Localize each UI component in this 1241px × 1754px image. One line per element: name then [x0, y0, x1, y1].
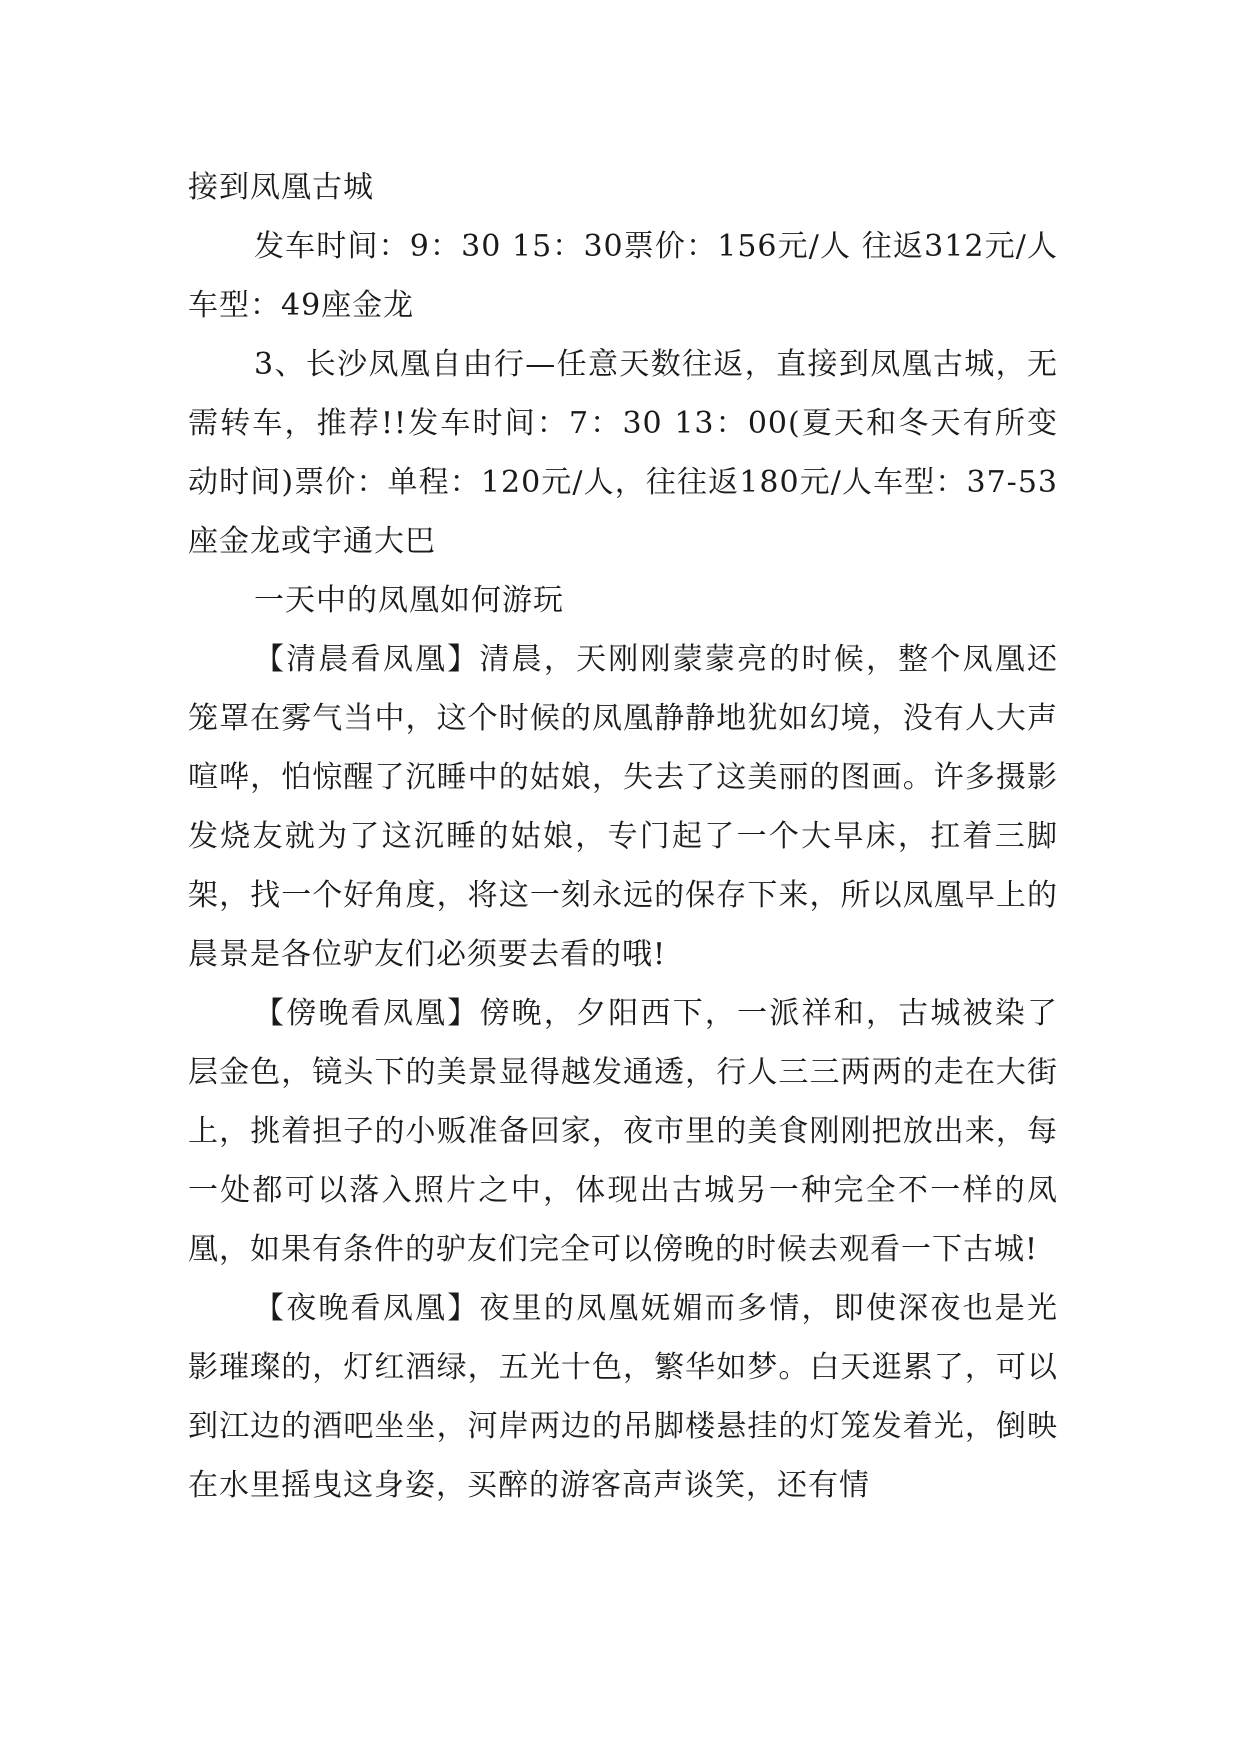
paragraph-5: 【清晨看凤凰】清晨，天刚刚蒙蒙亮的时候，整个凤凰还笼罩在雾气当中，这个时候的凤凰静静地犹如幻境，没有人大声喧哗，怕惊醒了沉睡中的姑娘，失去了这美丽的图画。许多摄影发烧友就为了这沉睡的姑娘，专门起了一个大早床，扛着三脚架，找一个好角度，将这一刻永远的保存下来，所以凤凰早上的晨景是各位驴友们必须要去看的哦! — [188, 642, 1058, 972]
paragraph-4: 一天中的凤凰如何游玩 — [254, 583, 564, 618]
paragraph-2: 发车时间：9：30 15：30票价：156元/人 往返312元/人车型：49座金龙 — [188, 229, 1058, 323]
paragraph-3: 3、长沙凤凰自由行—任意天数往返，直接到凤凰古城，无需转车，推荐!!发车时间：7：30 13：00(夏天和冬天有所变动时间)票价：单程：120元/人，往往返180元/人车型：37-53座金龙或宇通大巴 — [188, 347, 1058, 559]
paragraph-6: 【傍晚看凤凰】傍晚，夕阳西下，一派祥和，古城被染了层金色，镜头下的美景显得越发通透，行人三三两两的走在大街上，挑着担子的小贩准备回家，夜市里的美食刚刚把放出来，每一处都可以落入照片之中，体现出古城另一种完全不一样的凤凰，如果有条件的驴友们完全可以傍晚的时候去观看一下古城! — [188, 996, 1058, 1267]
document-body — [188, 158, 1058, 1515]
paragraph-1: 接到凤凰古城 — [188, 170, 374, 205]
paragraph-7: 【夜晚看凤凰】夜里的凤凰妩媚而多情，即使深夜也是光影璀璨的，灯红酒绿，五光十色，繁华如梦。白天逛累了，可以到江边的酒吧坐坐，河岸两边的吊脚楼悬挂的灯笼发着光，倒映在水里摇曳这身姿，买醉的游客高声谈笑，还有情 — [188, 1291, 1058, 1503]
